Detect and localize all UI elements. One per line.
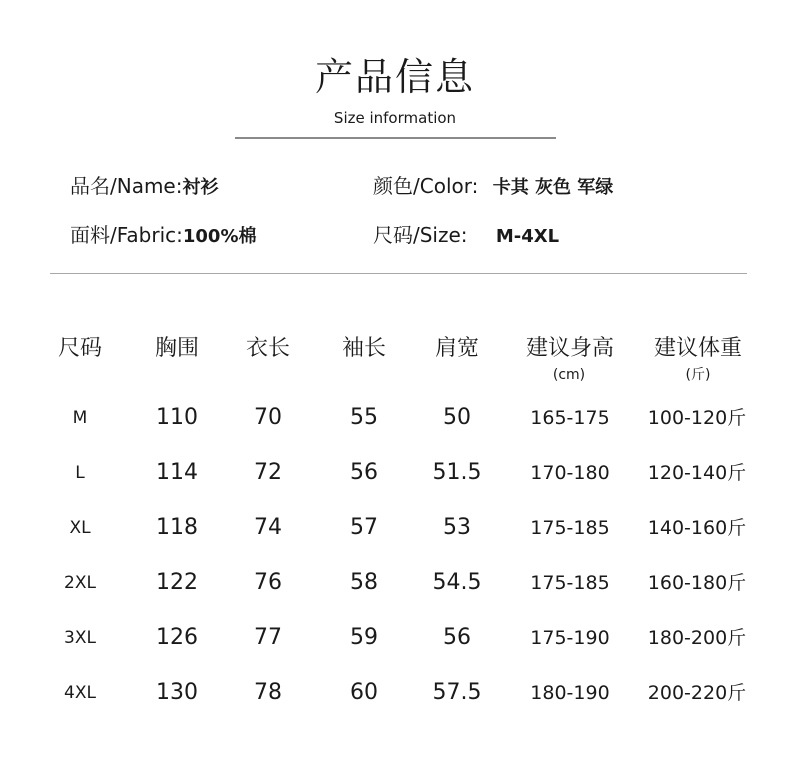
cell-height: 165-175	[530, 407, 610, 429]
cell-weight: 100-120斤	[647, 407, 747, 429]
info-size	[373, 223, 559, 249]
header-size: 尺码	[57, 336, 102, 361]
cell-chest: 126	[156, 625, 198, 650]
cell-length: 72	[254, 460, 282, 485]
page-subtitle: Size information	[333, 109, 457, 127]
cell-weight: 200-220斤	[647, 682, 747, 704]
cell-size: L	[75, 463, 85, 483]
cell-chest: 114	[156, 460, 198, 485]
cell-height: 175-190	[530, 627, 610, 649]
cell-sleeve: 59	[350, 625, 378, 650]
info-size-value: M-4XL	[495, 226, 560, 247]
cell-height: 175-185	[530, 572, 610, 594]
info-color-value: 卡其 灰色 军绿	[492, 177, 614, 198]
info-fabric-label: 面料/Fabric:	[70, 223, 183, 247]
cell-shoulder: 54.5	[432, 570, 482, 595]
header-height: 建议身高	[525, 336, 614, 361]
cell-shoulder: 56	[443, 625, 471, 650]
cell-weight: 180-200斤	[647, 627, 747, 649]
cell-shoulder: 51.5	[432, 460, 482, 485]
cell-size: 2XL	[64, 573, 96, 593]
info-fabric-value: 100%棉	[182, 226, 257, 247]
info-name-label: 品名/Name:	[70, 174, 183, 198]
header-chest: 胸围	[154, 336, 199, 361]
cell-length: 74	[254, 515, 282, 540]
header-weight: 建议体重	[653, 336, 742, 361]
header-shoulder: 肩宽	[434, 336, 479, 361]
cell-weight: 160-180斤	[647, 572, 747, 594]
cell-chest: 130	[156, 680, 198, 705]
cell-sleeve: 55	[350, 405, 378, 430]
header-length: 衣长	[245, 336, 290, 361]
cell-weight: 120-140斤	[647, 462, 747, 484]
info-color	[373, 174, 613, 200]
cell-size: M	[72, 408, 88, 428]
weight-unit: (斤)	[685, 367, 711, 383]
cell-sleeve: 58	[350, 570, 378, 595]
page-title: 产品信息	[314, 55, 475, 99]
cell-shoulder: 50	[443, 405, 471, 430]
cell-sleeve: 56	[350, 460, 378, 485]
info-color-label: 颜色/Color:	[373, 174, 479, 198]
info-name-value: 衬衫	[182, 177, 219, 198]
cell-weight: 140-160斤	[647, 517, 747, 539]
cell-size: 4XL	[64, 683, 96, 703]
cell-length: 70	[254, 405, 282, 430]
cell-length: 78	[254, 680, 282, 705]
cell-shoulder: 57.5	[432, 680, 482, 705]
cell-shoulder: 53	[443, 515, 471, 540]
cell-chest: 110	[156, 405, 198, 430]
cell-size: XL	[69, 518, 91, 538]
cell-chest: 118	[156, 515, 198, 540]
info-size-label: 尺码/Size:	[373, 223, 468, 247]
cell-length: 76	[254, 570, 282, 595]
cell-sleeve: 57	[350, 515, 378, 540]
info-fabric	[70, 223, 256, 249]
cell-size: 3XL	[64, 628, 96, 648]
cell-chest: 122	[156, 570, 198, 595]
cell-length: 77	[254, 625, 282, 650]
header-sleeve: 袖长	[341, 336, 386, 361]
title-divider	[235, 137, 556, 139]
cell-height: 180-190	[530, 682, 610, 704]
section-divider	[50, 273, 747, 274]
cell-sleeve: 60	[350, 680, 378, 705]
cell-height: 175-185	[530, 517, 610, 539]
cell-height: 170-180	[530, 462, 610, 484]
info-name	[70, 174, 218, 200]
height-unit: (cm)	[552, 367, 586, 383]
